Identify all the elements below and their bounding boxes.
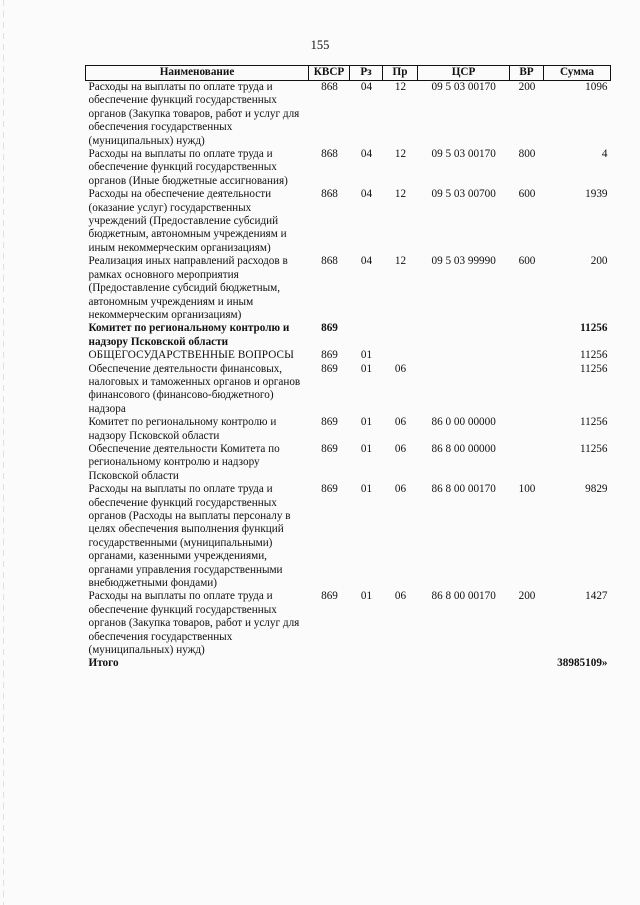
cell-pr: 12 xyxy=(394,188,407,201)
cell-name: Комитет по региональному контролю и надзору Псковской области xyxy=(88,322,290,348)
header-vr: ВР xyxy=(510,66,544,81)
cell-name: Обеспечение деятельности финансовых, налоговых и таможенных органов и органов финансового (финансово-бюджетного) надзора xyxy=(88,362,301,415)
cell-rz: 04 xyxy=(360,188,373,201)
cell-name: Комитет по региональному контролю и надзору Псковской области xyxy=(88,416,277,442)
cell-rz: 01 xyxy=(360,590,373,603)
cell-sum: 1427 xyxy=(585,590,608,603)
cell-rz: 04 xyxy=(360,148,373,161)
header-csr: ЦСР xyxy=(418,66,510,81)
header-pr: Пр xyxy=(383,66,418,81)
cell-csr: 09 5 03 99990 xyxy=(431,255,496,268)
header-sum: Сумма xyxy=(544,66,611,81)
table-row xyxy=(86,483,611,590)
cell-pr xyxy=(383,349,418,362)
header-row xyxy=(86,66,611,81)
cell-csr xyxy=(418,363,510,417)
header-name: Наименование xyxy=(86,66,309,81)
cell-csr: 86 8 00 00170 xyxy=(431,590,496,603)
cell-name: Расходы на выплаты по оплате труда и обеспечение функций государственных органов (Иные бюджетные ассигнования) xyxy=(88,148,288,187)
cell-vr xyxy=(510,349,544,362)
cell-rz: 01 xyxy=(360,362,373,375)
cell-pr: 06 xyxy=(394,590,407,603)
cell-name: Расходы на выплаты по оплате труда и обеспечение функций государственных органов (Закупка товаров, работ и услуг для обеспечения государственных (муниципальных) нужд) xyxy=(88,81,300,147)
cell-kvsr: 868 xyxy=(321,188,338,201)
cell-pr xyxy=(383,322,418,349)
cell-kvsr: 868 xyxy=(321,81,338,93)
cell-sum: 11256 xyxy=(579,349,608,362)
cell-vr: 200 xyxy=(518,590,536,603)
cell-sum: 11256 xyxy=(579,416,608,429)
cell-kvsr: 869 xyxy=(321,416,338,429)
cell-csr: 86 8 00 00170 xyxy=(431,483,496,496)
table-header xyxy=(86,66,611,81)
cell-name: Реализация иных направлений расходов в рамках основного мероприятия (Предоставление субсидий бюджетным, автономным учреждениям и иным некоммерческим организациям) xyxy=(88,255,288,321)
table-row xyxy=(86,188,611,255)
cell-rz: 01 xyxy=(360,349,373,362)
budget-table xyxy=(85,65,611,671)
cell-pr: 06 xyxy=(394,483,407,496)
cell-rz: 01 xyxy=(360,416,373,429)
cell-kvsr: 869 xyxy=(321,590,338,603)
cell-vr: 200 xyxy=(518,81,536,93)
cell-pr: 06 xyxy=(394,442,407,455)
table-row xyxy=(86,349,611,362)
cell-kvsr: 869 xyxy=(321,322,338,335)
cell-name: Обеспечение деятельности Комитета по региональному контролю и надзору Псковской области xyxy=(88,442,280,482)
table-row xyxy=(86,255,611,322)
table-row xyxy=(86,81,611,149)
cell-vr xyxy=(510,416,544,443)
table-body xyxy=(86,81,611,658)
cell-sum: 4 xyxy=(601,148,608,161)
header-kvsr: КВСР xyxy=(309,66,350,81)
cell-pr: 12 xyxy=(394,255,407,268)
cell-csr: 86 0 00 00000 xyxy=(431,416,496,429)
cell-csr: 09 5 03 00170 xyxy=(431,148,496,161)
cell-kvsr: 868 xyxy=(321,255,338,268)
cell-rz: 04 xyxy=(360,81,373,93)
header-rz: Рз xyxy=(350,66,383,81)
cell-csr: 86 8 00 00000 xyxy=(431,442,496,455)
table-row xyxy=(86,148,611,188)
cell-rz: 01 xyxy=(360,442,373,455)
total-sum: 38985109» xyxy=(557,657,608,670)
scan-edge-artifact xyxy=(3,0,4,905)
cell-vr xyxy=(510,363,544,417)
cell-sum: 11256 xyxy=(579,362,608,375)
cell-vr: 600 xyxy=(518,255,536,268)
page-number: 155 xyxy=(310,38,330,52)
cell-name: Расходы на обеспечение деятельности (оказание услуг) государственных учреждений (Предоставление субсидий бюджетным, автономным учреждениям и иным некоммерческим организациям) xyxy=(88,188,287,254)
table-row xyxy=(86,322,611,349)
cell-sum: 200 xyxy=(590,255,608,268)
cell-kvsr: 869 xyxy=(321,362,338,375)
cell-name: Расходы на выплаты по оплате труда и обеспечение функций государственных органов (Закупка товаров, работ и услуг для обеспечения государственных (муниципальных) нужд) xyxy=(88,590,300,657)
cell-rz: 01 xyxy=(360,483,373,496)
table-row xyxy=(86,416,611,443)
cell-kvsr: 869 xyxy=(321,483,338,496)
cell-rz: 04 xyxy=(360,255,373,268)
cell-sum: 11256 xyxy=(579,442,608,455)
cell-sum: 9829 xyxy=(585,483,608,496)
cell-vr: 100 xyxy=(518,483,536,496)
cell-vr: 600 xyxy=(518,188,536,201)
cell-sum: 1096 xyxy=(585,81,608,93)
table-row xyxy=(86,590,611,657)
cell-name: ОБЩЕГОСУДАРСТВЕННЫЕ ВОПРОСЫ xyxy=(88,349,294,362)
cell-csr: 09 5 03 00700 xyxy=(431,188,496,201)
cell-csr xyxy=(418,322,510,349)
table-footer xyxy=(86,657,611,670)
cell-vr xyxy=(510,443,544,483)
cell-kvsr: 869 xyxy=(321,442,338,455)
cell-kvsr: 868 xyxy=(321,148,338,161)
cell-vr: 800 xyxy=(518,148,536,161)
cell-csr: 09 5 03 00170 xyxy=(431,81,496,93)
cell-pr: 06 xyxy=(394,416,407,429)
total-label: Итого xyxy=(88,657,119,670)
cell-name: Расходы на выплаты по оплате труда и обеспечение функций государственных органов (Расходы на выплаты персоналу в целях обеспечения выполнения функций государственными (муниципальными) органами, казенными учреждениями, органами управления государственными внебюджетными фондами) xyxy=(88,483,291,590)
cell-kvsr: 869 xyxy=(321,349,338,362)
table-row xyxy=(86,363,611,417)
total-row xyxy=(86,657,611,670)
cell-pr: 06 xyxy=(394,362,407,375)
cell-csr xyxy=(418,349,510,362)
table-row xyxy=(86,443,611,483)
cell-pr: 12 xyxy=(394,148,407,161)
cell-sum: 11256 xyxy=(580,322,608,335)
cell-rz xyxy=(350,322,383,349)
cell-sum: 1939 xyxy=(585,188,608,201)
cell-pr: 12 xyxy=(394,81,407,93)
cell-vr xyxy=(510,322,544,349)
